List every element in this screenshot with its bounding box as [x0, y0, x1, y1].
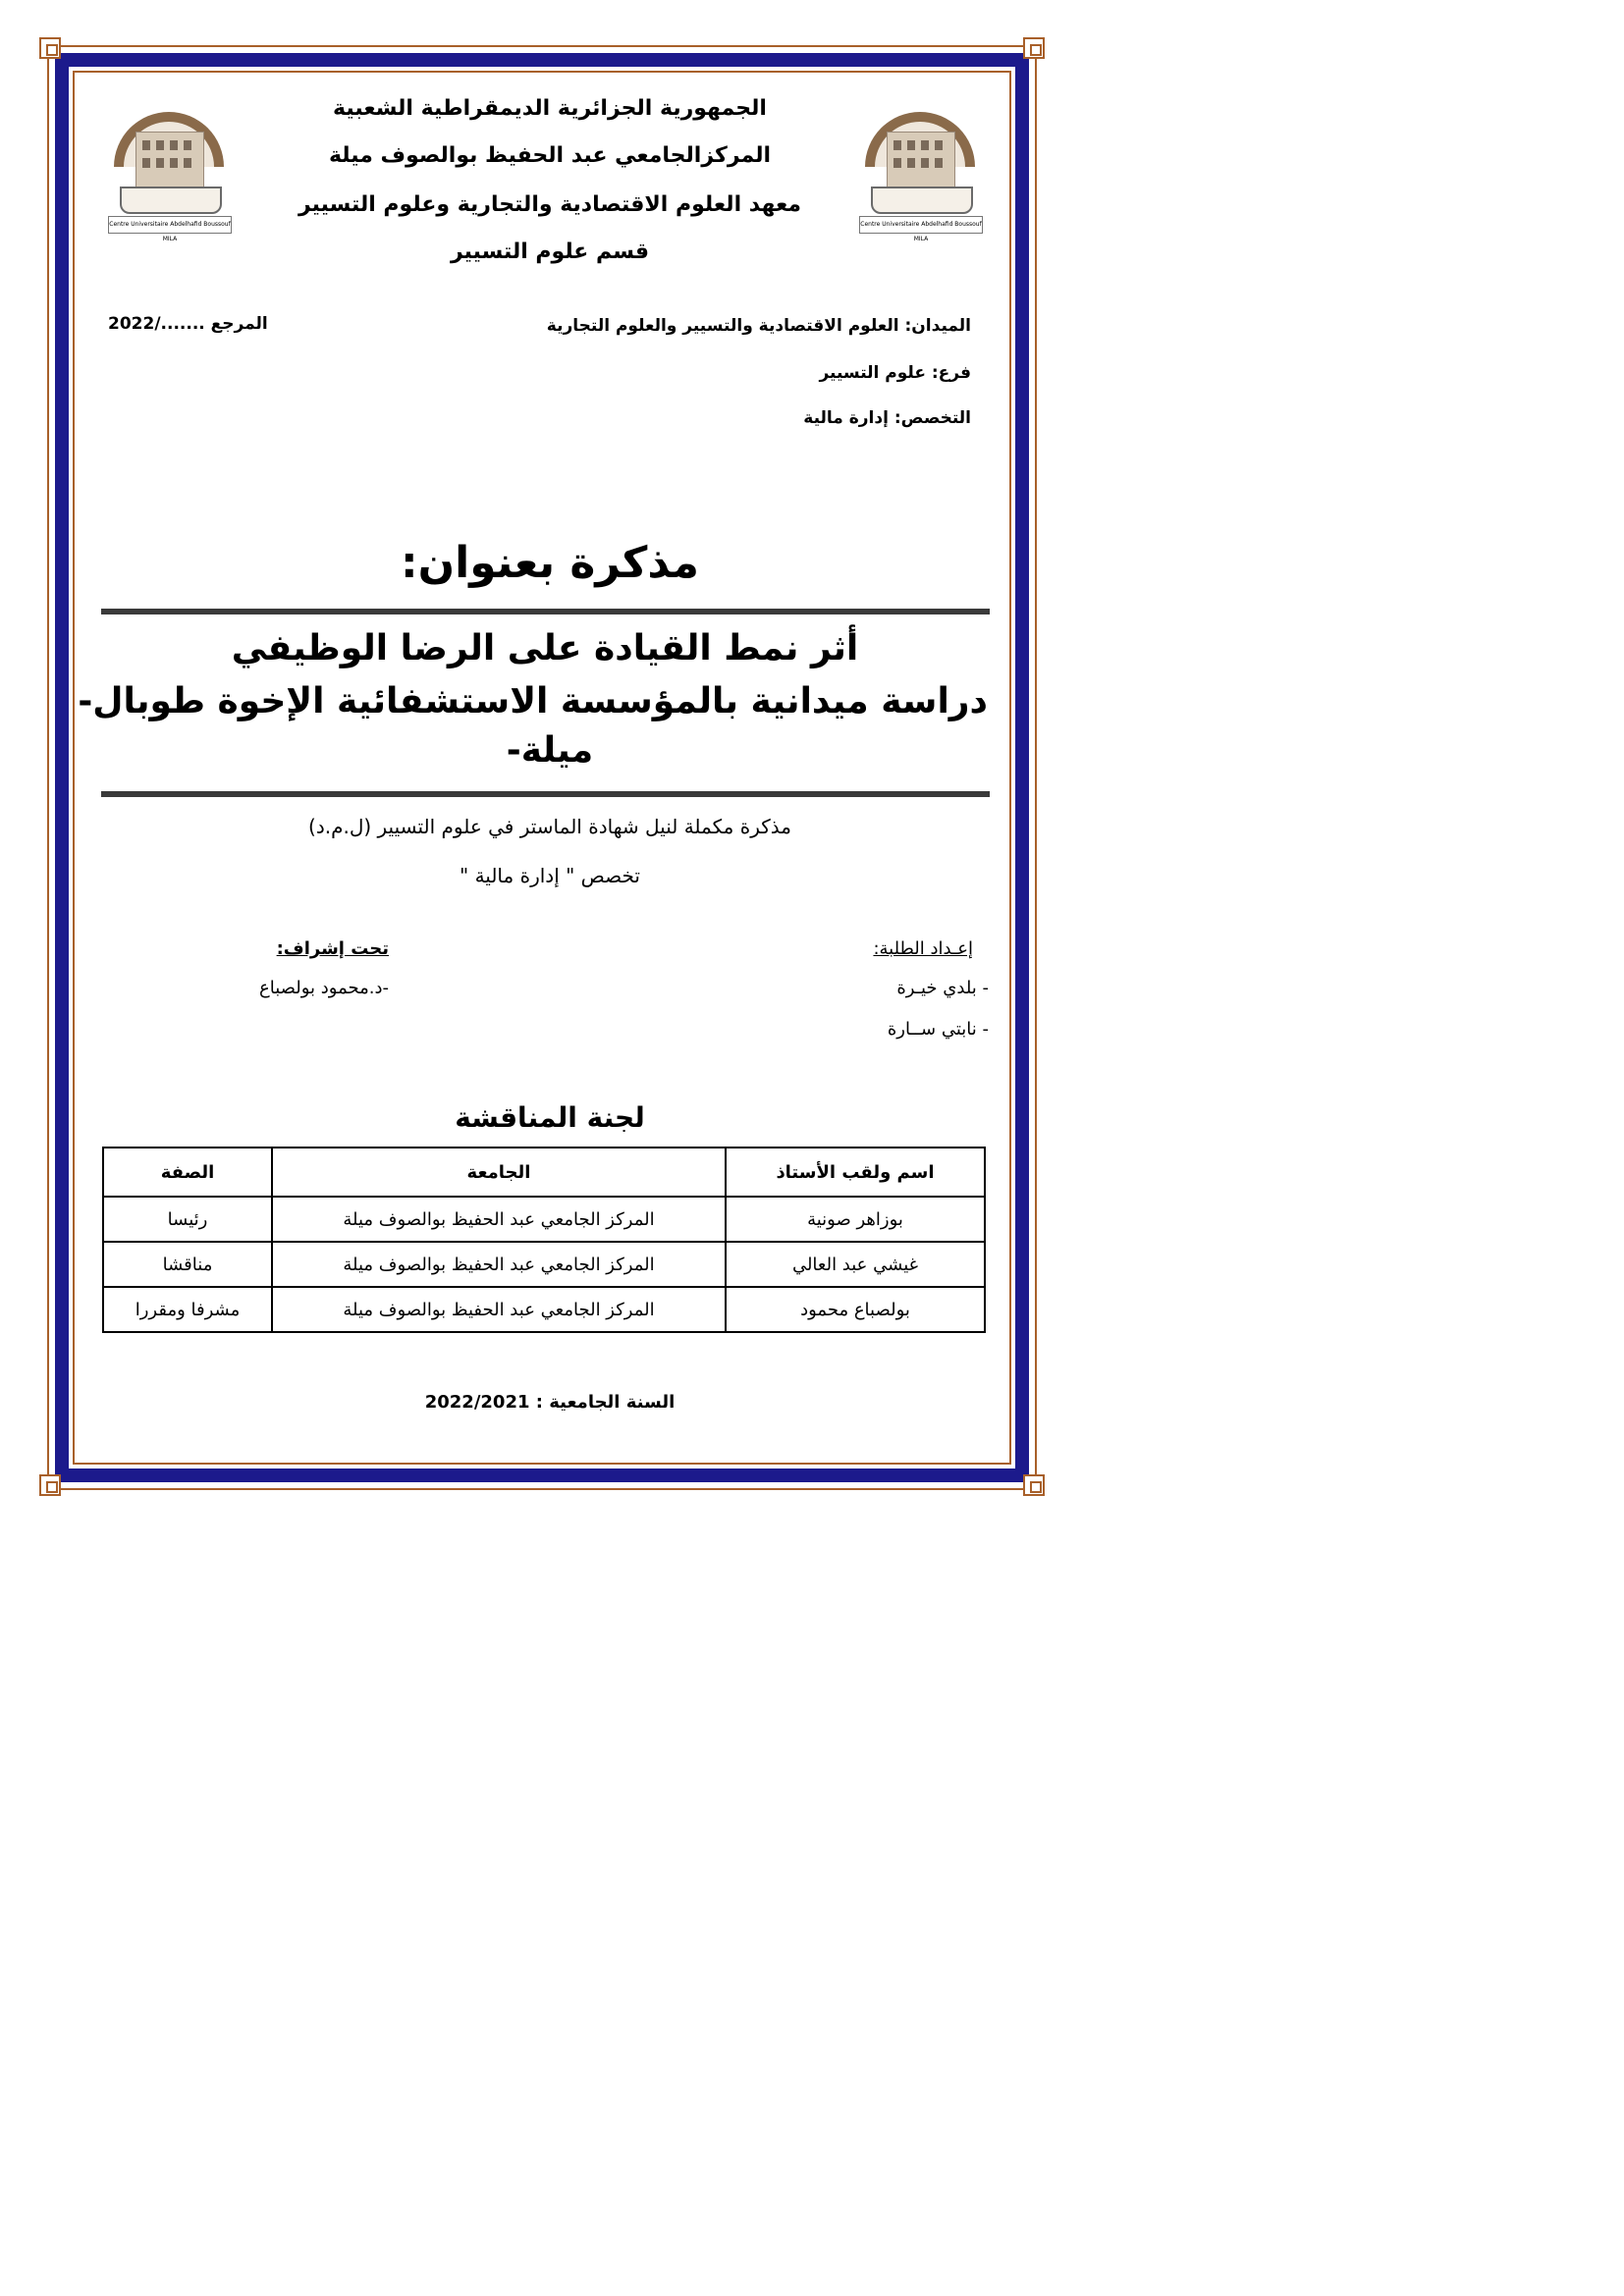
corner-ornament-bottom-right: [1023, 1474, 1045, 1496]
header-line-republic: الجمهورية الجزائرية الديمقراطية الشعبية: [333, 96, 767, 121]
jury-member-name: غيشي عبد العالي: [726, 1242, 985, 1287]
jury-member-university: المركز الجامعي عبد الحفيظ بوالصوف ميلة: [272, 1197, 726, 1242]
logo-caption: Centre Universitaire Abdelhafid Boussouf MILA: [108, 216, 232, 234]
jury-table-header: [103, 1148, 985, 1197]
header-line-institute: معهد العلوم الاقتصادية والتجارية وعلوم التسيير: [298, 192, 802, 217]
corner-ornament-bottom-left: [39, 1474, 61, 1496]
title-line-2: دراسة ميدانية بالمؤسسة الاستشفائية الإخوة طوبال-: [78, 681, 988, 721]
memoir-title-label: مذكرة بعنوان:: [400, 538, 700, 588]
table-row: [103, 1287, 985, 1332]
header-line-university: المركزالجامعي عبد الحفيظ بوالصوف ميلة: [328, 143, 772, 168]
jury-member-university: المركز الجامعي عبد الحفيظ بوالصوف ميلة: [272, 1242, 726, 1287]
jury-member-name: بوزاهر صونية: [726, 1197, 985, 1242]
degree-statement: مذكرة مكملة لنيل شهادة الماستر في علوم التسيير (ل.م.د): [308, 815, 791, 838]
jury-member-role: رئيسا: [103, 1197, 272, 1242]
jury-member-role: مناقشا: [103, 1242, 272, 1287]
students-heading: إعـداد الطلبة:: [873, 938, 973, 959]
supervisor-heading: تحت إشراف:: [276, 938, 389, 959]
jury-member-name: بولصباع محمود: [726, 1287, 985, 1332]
supervisor-name: -د.محمود بولصباع: [259, 978, 389, 998]
column-header-name: اسم ولقب الأستاذ: [726, 1148, 985, 1197]
jury-heading: لجنة المناقشة: [455, 1101, 645, 1134]
corner-ornament-top-right: [1023, 37, 1045, 59]
header-line-department: قسم علوم التسيير: [450, 240, 650, 264]
field-of-study: الميدان: العلوم الاقتصادية والتسيير والعلوم التجارية: [546, 316, 971, 336]
jury-member-university: المركز الجامعي عبد الحفيظ بوالصوف ميلة: [272, 1287, 726, 1332]
student-name: - بلدي خيـرة: [896, 978, 989, 998]
academic-year: السنة الجامعية : 2022/2021: [424, 1392, 676, 1413]
jury-table: [102, 1147, 986, 1333]
reference-number: المرجع ......./2022: [108, 314, 268, 334]
logo-caption: Centre Universitaire Abdelhafid Boussouf MILA: [859, 216, 983, 234]
university-logo-left: [106, 110, 232, 242]
title-rule-top: [101, 609, 990, 614]
specialty: التخصص: إدارة مالية: [803, 408, 971, 428]
column-header-university: الجامعة: [272, 1148, 726, 1197]
table-row: [103, 1242, 985, 1287]
title-line-1: أثر نمط القيادة على الرضا الوظيفي: [231, 628, 859, 668]
title-line-3: ميلة-: [506, 730, 594, 771]
table-row: [103, 1197, 985, 1242]
specialty-statement: تخصص " إدارة مالية ": [460, 864, 640, 887]
jury-member-role: مشرفا ومقررا: [103, 1287, 272, 1332]
column-header-role: الصفة: [103, 1148, 272, 1197]
university-logo-right: [857, 110, 983, 242]
title-rule-bottom: [101, 791, 990, 797]
student-name: - نابتي ســارة: [887, 1019, 989, 1040]
corner-ornament-top-left: [39, 37, 61, 59]
branch: فرع: علوم التسيير: [819, 363, 971, 383]
